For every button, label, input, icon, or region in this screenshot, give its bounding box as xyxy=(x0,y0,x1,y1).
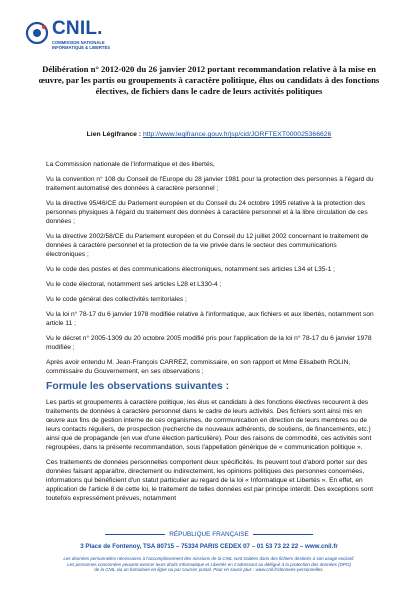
preamble-paragraph: Vu la directive 95/46/CE du Parlement européen et du Conseil du 24 octobre 1995 relative à la protection des personnes physiques à l'égard du traitement des données à caractère personnel et à la libre circulation de ces données ; xyxy=(46,200,368,225)
preamble-paragraph: Vu la directive 2002/58/CE du Parlement européen et du Conseil du 12 juillet 2002 concernant le traitement de données à caractère personnel et la protection de la vie privée dans le secteur des communications électroniques ; xyxy=(46,233,369,258)
divider xyxy=(253,534,313,535)
logo-tagline xyxy=(52,40,110,50)
divider xyxy=(105,534,165,535)
logo-wordmark: CNIL. xyxy=(52,18,103,39)
preamble-paragraph: Vu la convention n° 108 du Conseil de l'Europe du 28 janvier 1981 pour la protection des personnes à l'égard du traitement automatisé des données à caractère personnel ; xyxy=(46,176,374,192)
preamble-paragraph: Vu le code électoral, notamment ses articles L28 et L330-4 ; xyxy=(46,281,222,288)
preamble xyxy=(46,160,376,382)
republique-banner xyxy=(0,531,418,538)
observation-paragraph: Les partis et groupements à caractère politique, les élus et candidats à des fonctions électives recourent à des traitements de données à caractère personnel dans le cadre de leurs activités. Des fichiers sont ainsi mis en œuvre aux fins de gestion interne de ces organismes, de communication en direction de leurs membres ou de leurs contacts réguliers, de prospection (recherche de nouveaux adhérents, de soutiens, de financements, etc.) ainsi que de propagande (en vue d'une élection particulière). Pour des raisons de commodité, ces activités sont regroupées, dans la présente recommandation, sous l'appellation générique de « communication politique ». xyxy=(46,399,372,451)
logo-tagline-line-1: COMMISSION NATIONALE xyxy=(52,40,105,45)
observation-paragraph: Ces traitements de données personnelles comportent deux spécificités. Ils peuvent tout d'abord porter sur des données faisant apparaître, directement ou indirectement, les opinions politiques des personnes concernées, informations qui bénéficient d'un statut particulier au regard de la loi « Informatique et Libertés ». En effet, en application de l'article 8 de cette loi, le traitement de telles données est par principe interdit. Des exceptions sont toutefois expressément prévues, notamment xyxy=(46,459,374,502)
observations xyxy=(46,398,376,509)
footer-privacy-notice xyxy=(40,556,378,573)
logo-tagline-line-2: INFORMATIQUE & LIBERTÉS xyxy=(52,45,111,50)
legifrance-link[interactable]: http://www.legifrance.gouv.fr/jsp/cid/JORFTEXT000025366626 xyxy=(142,131,332,138)
preamble-paragraph: Vu le code général des collectivités territoriales ; xyxy=(46,296,187,303)
footer-fine-line: Les données personnelles nécessaires à l'accomplissement des missions de la CNIL sont traitées dans des fichiers destinés à son usage exclusif. xyxy=(63,556,355,561)
preamble-paragraph: Vu la loi n° 78-17 du 6 janvier 1978 modifiée relative à l'informatique, aux fichiers et aux libertés, notamment son article 11 ; xyxy=(46,311,374,327)
footer-address: 3 Place de Fontenoy, TSA 80715 – 75334 PARIS CEDEX 07 – 01 53 73 22 22 – www.cnil.fr xyxy=(80,543,338,550)
legifrance-link-row xyxy=(36,131,382,138)
preamble-paragraph: Après avoir entendu M. Jean-François CARREZ, commissaire, en son rapport et Mme Elisabeth ROLIN, commissaire du Gouvernement, en ses observations ; xyxy=(46,359,351,375)
section-heading: Formule les observations suivantes : xyxy=(46,381,230,392)
document-title: Délibération n° 2012-020 du 26 janvier 2012 portant recommandation relative à la mise en œuvre, par les partis ou groupements à caractère politique, élus ou candidats à des fonctions électives, de fichiers dans le cadre de leurs activités politiques xyxy=(38,64,380,96)
footer-fine-line: Les personnes concernées peuvent exercer leurs droits Informatique et Libertés en s'adressant au délégué à la protection des données (DPO) xyxy=(67,561,351,567)
cnil-logo xyxy=(24,16,144,50)
cnil-logo-mark-icon xyxy=(24,20,50,46)
footer-fine-line: de la CNIL via un formulaire en ligne ou par courrier postal. Pour en savoir plus : www.cnil.fr/donnees-personnelles. xyxy=(94,567,324,573)
legifrance-label: Lien Légifrance : xyxy=(86,131,142,138)
preamble-paragraph: Vu le code des postes et des communications électroniques, notamment ses articles L34 et L35-1 ; xyxy=(46,266,335,273)
republique-label: RÉPUBLIQUE FRANÇAISE xyxy=(169,531,249,538)
preamble-paragraph: Vu le décret n° 2005-1309 du 20 octobre 2005 modifié pris pour l'application de la loi n° 78-17 du 6 janvier 1978 modifiée ; xyxy=(46,335,372,351)
preamble-paragraph: La Commission nationale de l'informatique et des libertés, xyxy=(46,161,215,168)
